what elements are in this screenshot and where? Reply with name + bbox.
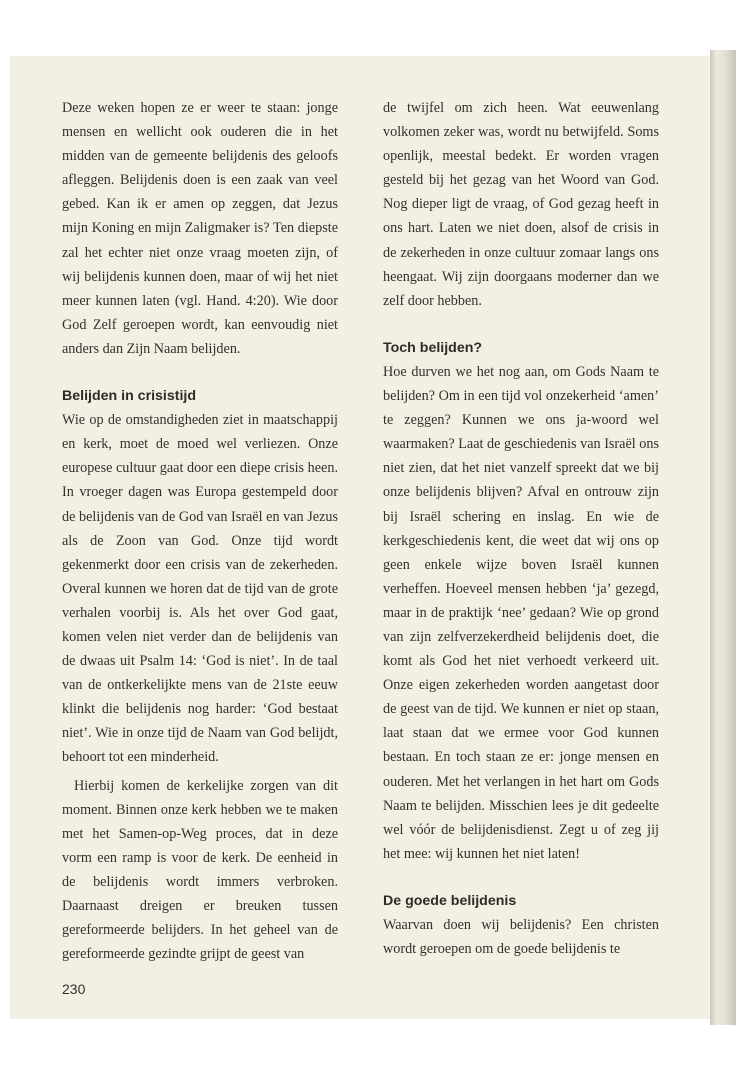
section-heading-goede-belijdenis: De goede belijdenis bbox=[383, 892, 517, 909]
left-paragraph-3: Hierbij komen de kerkelijke zorgen van dit moment. Binnen onze kerk hebben we te maken met het Samen-op-Weg proces, dat in deze vorm een ramp is voor de kerk. De eenheid in de belijdenis wordt immers verbroken. Daarnaast dreigen er breuken tussen gereformeerde belijders. In het geheel van de gereformeerde gezindte grijpt de geest van bbox=[62, 777, 338, 963]
section-heading-toch-belijden: Toch belijden? bbox=[383, 339, 483, 356]
right-paragraph-3: Waarvan doen wij belijdenis? Een christen wordt geroepen om de goede belijdenis te bbox=[383, 917, 659, 958]
left-paragraph-2: Wie op de omstandigheden ziet in maatschappij en kerk, moet de moed wel verliezen. Onze europese cultuur gaat door een diepe crisis heen. In vroeger dagen was Europa gestempeld door de belijdenis van de God van Israël en van Jezus als de Zoon van God. Onze tijd wordt gekenmerkt door een crisis van de zekerheden. Overal kunnen we horen dat de tijd van de grote verhalen voorbij is. Als het over God gaat, komen velen niet verder dan de belijdenis van de dwaas uit Psalm 14: ‘God is niet’. In de taal van de ontkerkelijkte mens van de 21ste eeuw klinkt die belijdenis nog harder: ‘God bestaat niet’. Wie in onze tijd de Naam van God belijdt, behoort tot een minderheid. bbox=[62, 412, 338, 766]
section-heading-crisistijd: Belijden in crisistijd bbox=[62, 388, 197, 405]
left-paragraph-1: Deze weken hopen ze er weer te staan: jonge mensen en wellicht ook ouderen die in het midden van de gemeente belijdenis des geloofs afleggen. Belijdenis doen is een zaak van veel gebed. Kan ik er amen op zeggen, dat Jezus mijn Koning en mijn Zaligmaker is? Ten diepste zal het echter niet onze vraag moeten zijn, of wij belijdenis kunnen doen, maar of wij het niet meer kunnen laten (vgl. Hand. 4:20). Wie door God Zelf geroepen wordt, kan eenvoudig niet anders dan Zijn Naam belijden. bbox=[62, 100, 338, 357]
book-page bbox=[10, 56, 710, 1019]
right-column bbox=[383, 96, 659, 961]
left-column bbox=[62, 96, 338, 966]
right-paragraph-2: Hoe durven we het nog aan, om Gods Naam te belijden? Om in een tijd vol onzekerheid ‘amen’ te zeggen? Kunnen we ons ja-woord wel waarmaken? Laat de geschiedenis van Israël ons niet zien, dat het niet vanzelf spreekt dat we bij onze belijdenis blijven? Afval en ontrouw zijn bij Israël schering en inslag. En wie de kerkgeschiedenis kent, die weet dat wij ons op geen enkele wijze boven Israël kunnen verheffen. Hoeveel mensen hebben ‘ja’ gezegd, maar in de praktijk ‘nee’ gedaan? Wie op grond van zijn zelfverzekerdheid belijdenis doet, die komt als God het niet verhoedt verkeerd uit. Onze eigen zekerheden worden aangetast door de geest van de tijd. We kunnen er niet op staan, laat staan dat we ermee voor God kunnen bestaan. En toch staan ze er: jonge mensen en ouderen. Met het verlangen in het hart om Gods Naam te belijden. Misschien lees je dit gedeelte wel vóór de belijdenisdienst. Zegt u of zeg jij het mee: wij kunnen het niet laten! bbox=[383, 363, 659, 862]
right-paragraph-1: de twijfel om zich heen. Wat eeuwenlang volkomen zeker was, wordt nu betwijfeld. Soms openlijk, meestal bedekt. Er worden vragen gesteld bij het gezag van het Woord van God. Nog dieper ligt de vraag, of God gezag heeft in ons hart. Laten we niet doen, alsof de crisis in de zekerheden in onze cultuur zomaar langs ons heengaat. Wij zijn doorgaans moderner dan we zelf door hebben. bbox=[383, 100, 659, 309]
page-number: 230 bbox=[62, 981, 86, 997]
page-edge bbox=[710, 50, 736, 1025]
